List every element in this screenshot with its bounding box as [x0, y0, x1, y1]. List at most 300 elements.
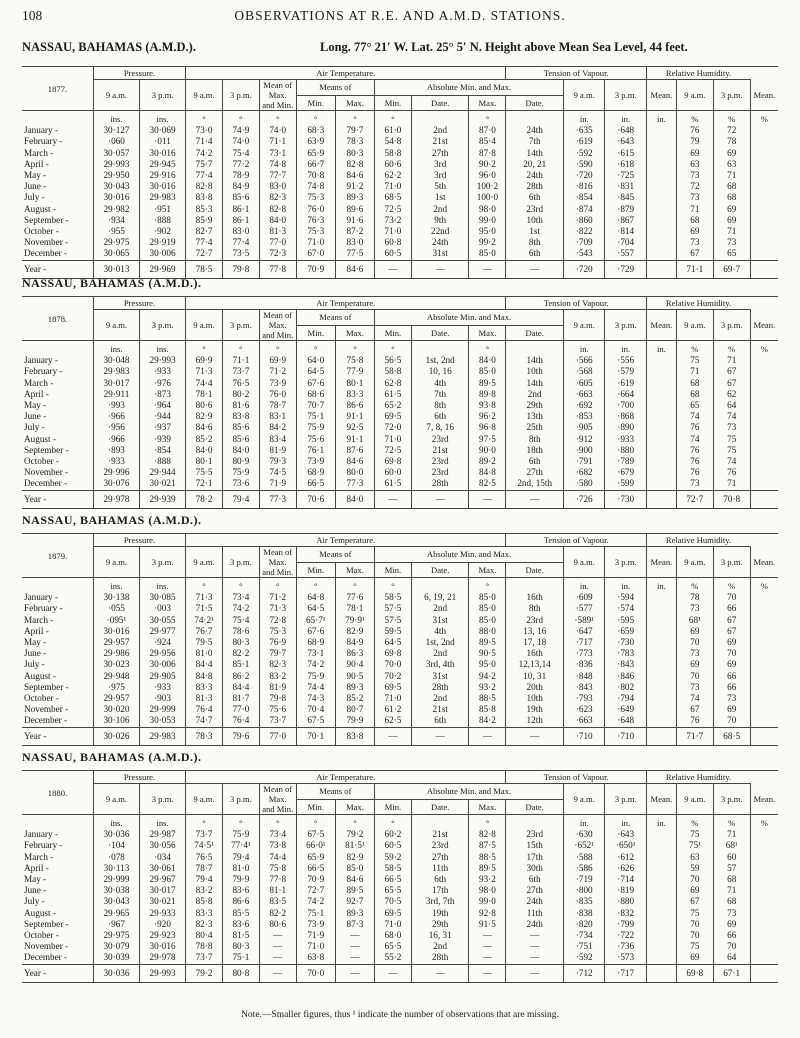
value-cell: ·605: [564, 378, 605, 389]
value-cell: 71·0: [375, 919, 412, 930]
value-cell: 65·5: [375, 941, 412, 952]
value-cell: ·619: [564, 136, 605, 147]
value-cell: 30·079: [93, 941, 139, 952]
value-cell: 89·5: [469, 637, 506, 648]
value-cell: 89·8: [469, 389, 506, 400]
value-cell: 29·956: [140, 648, 186, 659]
value-cell: ·577: [564, 603, 605, 614]
value-cell: ·543: [564, 248, 605, 260]
value-cell: 30·056: [140, 840, 186, 851]
value-cell: ·643: [605, 136, 646, 147]
month-cell: May -: [24, 400, 47, 411]
value-cell: ·592: [564, 148, 605, 159]
unit-cell: in.: [564, 341, 605, 356]
abs-min-date-header: Date.: [411, 95, 469, 111]
value-cell: 84·0: [469, 355, 506, 366]
value-cell: [646, 715, 676, 727]
value-cell: ·692: [564, 400, 605, 411]
value-cell: 80·0: [335, 467, 374, 478]
humidity-header: Relative Humidity.: [646, 771, 750, 784]
value-cell: 80·2: [222, 389, 259, 400]
value-cell: 75: [676, 908, 713, 919]
unit-cell: °: [222, 341, 259, 356]
value-cell: 63·8: [296, 952, 335, 964]
value-cell: 31st: [411, 248, 469, 260]
value-cell: 2nd: [411, 603, 469, 614]
value-cell: [750, 400, 778, 411]
value-cell: ·615: [605, 148, 646, 159]
value-cell: 29·978: [140, 952, 186, 964]
month-cell: March -: [24, 147, 54, 158]
value-cell: ·720: [564, 170, 605, 181]
value-cell: ·814: [605, 226, 646, 237]
pressure-9am-header: 9 a.m.: [93, 784, 139, 815]
value-cell: 69·9: [259, 355, 296, 366]
unit-cell: in.: [646, 111, 676, 126]
value-cell: 75·4: [222, 615, 259, 626]
month-cell: October -: [24, 456, 59, 467]
mean-max-min-header: Mean of Max. and Min.: [259, 784, 296, 815]
value-cell: 69: [713, 919, 750, 930]
value-cell: 73·2: [375, 215, 412, 226]
value-cell: 68·0: [375, 930, 412, 941]
value-cell: 76·4: [186, 704, 223, 715]
value-cell: ·618: [605, 159, 646, 170]
value-cell: 29·944: [140, 467, 186, 478]
month-cell: July -: [24, 192, 45, 203]
value-cell: [646, 671, 676, 682]
value-cell: 67·5: [296, 715, 335, 727]
value-cell: 73: [713, 693, 750, 704]
year-row-label: Year -: [22, 490, 93, 508]
value-cell: ·649: [605, 704, 646, 715]
section-caption: NASSAU, BAHAMAS (A.M.D.).: [22, 513, 202, 527]
value-cell: 89·6: [335, 204, 374, 215]
means-of-header: Means of: [296, 547, 374, 563]
humidity-3pm-header: 3 p.m.: [713, 310, 750, 341]
value-cell: 84·6: [335, 456, 374, 467]
value-cell: 66: [713, 671, 750, 682]
air-temperature-header: Air Temperature.: [186, 534, 506, 547]
absolute-header: Absolute Min. and Max.: [375, 784, 564, 800]
year-row-label: Year -: [22, 727, 93, 745]
year-value-cell: ·726: [564, 490, 605, 508]
value-cell: 61·5: [375, 478, 412, 490]
vapour-header: Tension of Vapour.: [506, 297, 647, 310]
value-cell: 85·6: [222, 422, 259, 433]
value-cell: [750, 704, 778, 715]
value-cell: [646, 952, 676, 964]
table-row: [22, 715, 778, 727]
value-cell: 77·4: [222, 237, 259, 248]
month-cell: February -: [24, 366, 63, 377]
value-cell: 27th: [411, 148, 469, 159]
value-cell: ·704: [605, 237, 646, 248]
value-cell: 84·2: [469, 715, 506, 727]
vapour-mean-header: Mean.: [646, 80, 676, 111]
value-cell: 68¹: [676, 615, 713, 626]
unit-cell: °: [469, 815, 506, 830]
value-cell: 79·9¹: [335, 615, 374, 626]
value-cell: [646, 704, 676, 715]
value-cell: 30·021: [140, 478, 186, 490]
value-cell: 74·2: [186, 148, 223, 159]
value-cell: ·868: [605, 411, 646, 422]
value-cell: 63: [676, 159, 713, 170]
value-cell: 25th: [506, 422, 564, 433]
value-cell: 99·2: [469, 237, 506, 248]
value-cell: 68: [713, 874, 750, 885]
value-cell: 72·3: [259, 248, 296, 260]
value-cell: 82·5: [469, 478, 506, 490]
value-cell: 62·2: [375, 170, 412, 181]
humidity-mean-header: Mean.: [750, 547, 778, 578]
value-cell: 74·9: [222, 125, 259, 136]
value-cell: —: [335, 941, 374, 952]
unit-cell-blank: [506, 815, 564, 830]
value-cell: 60·2: [375, 829, 412, 840]
value-cell: ·709: [564, 237, 605, 248]
value-cell: —: [335, 952, 374, 964]
unit-cell: °: [375, 578, 412, 593]
unit-cell: °: [335, 341, 374, 356]
humidity-mean-header: Mean.: [750, 784, 778, 815]
value-cell: 76·5: [222, 378, 259, 389]
month-cell: February -: [24, 136, 63, 147]
value-cell: 84·6: [335, 170, 374, 181]
absolute-header: Absolute Min. and Max.: [375, 547, 564, 563]
value-cell: 96·0: [469, 170, 506, 181]
value-cell: 71·0: [375, 693, 412, 704]
unit-cell: °: [186, 815, 223, 830]
table-row: [22, 136, 778, 147]
unit-cell: °: [222, 111, 259, 126]
month-cell: October -: [24, 226, 59, 237]
value-cell: ·557: [605, 248, 646, 260]
unit-cell: in.: [646, 578, 676, 593]
value-cell: 4th: [411, 378, 469, 389]
value-cell: 14th: [506, 378, 564, 389]
value-cell: ·736: [605, 941, 646, 952]
temp-9am-header: 9 a.m.: [186, 784, 223, 815]
value-cell: 30·017: [140, 885, 186, 896]
value-cell: ·730: [605, 637, 646, 648]
abs-max-header: Max.: [469, 799, 506, 815]
value-cell: 81·5: [222, 930, 259, 941]
station-location: Long. 77° 21′ W. Lat. 25° 5′ N. Height above Mean Sea Level, 44 feet.: [320, 40, 688, 54]
value-cell: ·937: [140, 422, 186, 433]
year-value-cell: 77·0: [259, 727, 296, 745]
value-cell: 8th: [506, 434, 564, 445]
value-cell: ·751: [564, 941, 605, 952]
value-cell: 77·9: [335, 366, 374, 377]
value-cell: 80·1: [186, 456, 223, 467]
value-cell: 70: [713, 715, 750, 727]
value-cell: 69·8: [375, 648, 412, 659]
value-cell: 75·7: [186, 159, 223, 170]
unit-cell: °: [335, 111, 374, 126]
month-cell: January -: [24, 829, 58, 840]
month-cell: July -: [24, 896, 45, 907]
value-cell: 89·3: [335, 192, 374, 203]
value-cell: 29·987: [140, 829, 186, 840]
month-cell: July -: [24, 422, 45, 433]
value-cell: 55·2: [375, 952, 412, 964]
value-cell: 85·6: [222, 192, 259, 203]
month-cell: August -: [24, 203, 56, 214]
unit-cell: °: [296, 111, 335, 126]
year-row: [22, 490, 778, 508]
value-cell: 29·999: [140, 704, 186, 715]
value-cell: 75·8: [259, 863, 296, 874]
year-value-cell: 30·013: [93, 260, 139, 278]
mean-max-min-header: Mean of Max. and Min.: [259, 80, 296, 111]
value-cell: ·648: [605, 125, 646, 136]
value-cell: 83·2: [259, 671, 296, 682]
value-cell: 86·6: [222, 896, 259, 907]
year-value-cell: [646, 727, 676, 745]
value-cell: [646, 215, 676, 226]
unit-cell: %: [676, 341, 713, 356]
value-cell: 23rd: [506, 204, 564, 215]
month-cell: July -: [24, 659, 45, 670]
month-cell: March -: [24, 377, 54, 388]
value-cell: [750, 125, 778, 136]
value-cell: 75: [713, 434, 750, 445]
value-cell: —: [259, 941, 296, 952]
table-row: [22, 852, 778, 863]
unit-cell: ins.: [93, 341, 139, 356]
month-cell: December -: [24, 478, 68, 489]
value-cell: 62·8: [375, 378, 412, 389]
value-cell: 29·975: [93, 237, 139, 248]
value-cell: 64·0: [296, 355, 335, 366]
value-cell: 81·7: [222, 693, 259, 704]
month-cell: April -: [24, 862, 49, 873]
value-cell: 30·006: [140, 248, 186, 260]
value-cell: [646, 434, 676, 445]
value-cell: 77·7: [259, 170, 296, 181]
value-cell: 83·3: [186, 682, 223, 693]
value-cell: [750, 389, 778, 400]
value-cell: 29·967: [140, 874, 186, 885]
month-cell: February -: [24, 840, 63, 851]
value-cell: 90·0: [469, 445, 506, 456]
humidity-9am-header: 9 a.m.: [676, 547, 713, 578]
value-cell: ·933: [140, 366, 186, 377]
value-cell: 66·5: [375, 874, 412, 885]
value-cell: 70·0: [375, 659, 412, 670]
value-cell: 30·023: [93, 659, 139, 670]
value-cell: 80·3: [222, 941, 259, 952]
value-cell: [750, 456, 778, 467]
value-cell: 75·9: [222, 829, 259, 840]
table-row: [22, 192, 778, 203]
value-cell: 68: [713, 192, 750, 203]
value-cell: 83·4: [259, 434, 296, 445]
value-cell: 74·4: [296, 682, 335, 693]
value-cell: 71·3: [259, 603, 296, 614]
value-cell: 11th: [411, 863, 469, 874]
value-cell: 83·3: [186, 908, 223, 919]
value-cell: [646, 682, 676, 693]
value-cell: [750, 181, 778, 192]
value-cell: 6th: [506, 248, 564, 260]
value-cell: 29·993: [93, 159, 139, 170]
value-cell: ·854: [140, 445, 186, 456]
value-cell: 69: [713, 659, 750, 670]
value-cell: 62: [713, 389, 750, 400]
table-row: [22, 863, 778, 874]
unit-cell: °: [186, 341, 223, 356]
value-cell: ·822: [564, 226, 605, 237]
means-max-header: Max.: [335, 95, 374, 111]
value-cell: [646, 204, 676, 215]
value-cell: [646, 422, 676, 433]
unit-cell: in.: [605, 815, 646, 830]
value-cell: 74·4: [259, 852, 296, 863]
value-cell: 71·0: [296, 941, 335, 952]
value-cell: 65·2: [375, 400, 412, 411]
value-cell: 30·006: [140, 659, 186, 670]
value-cell: [750, 874, 778, 885]
value-cell: 60·5: [375, 248, 412, 260]
month-cell: January -: [24, 125, 58, 136]
abs-min-date-header: Date.: [411, 562, 469, 578]
value-cell: 98·0: [469, 204, 506, 215]
value-cell: 66·7: [296, 159, 335, 170]
unit-cell-blank: [411, 815, 469, 830]
table-row: [22, 237, 778, 248]
value-cell: 10th: [506, 215, 564, 226]
value-cell: 67·6: [296, 626, 335, 637]
value-cell: 85·0: [469, 366, 506, 377]
value-cell: —: [506, 930, 564, 941]
value-cell: 73·0: [186, 125, 223, 136]
value-cell: 85·5: [222, 908, 259, 919]
value-cell: 83·6: [222, 919, 259, 930]
value-cell: ·664: [605, 389, 646, 400]
value-cell: 91·2: [335, 181, 374, 192]
value-cell: 58·8: [375, 148, 412, 159]
table-row: [22, 400, 778, 411]
value-cell: 66: [713, 603, 750, 614]
table-row: [22, 885, 778, 896]
value-cell: 76·9: [259, 637, 296, 648]
year-value-cell: 29·969: [140, 260, 186, 278]
value-cell: 59: [676, 863, 713, 874]
means-of-header: Means of: [296, 310, 374, 326]
air-temperature-header: Air Temperature.: [186, 67, 506, 80]
value-cell: 30·036: [93, 829, 139, 840]
value-cell: ·700: [605, 400, 646, 411]
value-cell: [750, 445, 778, 456]
unit-cell: in.: [605, 111, 646, 126]
mean-max-min-header: Mean of Max. and Min.: [259, 547, 296, 578]
vapour-9am-header: 9 a.m.: [564, 80, 605, 111]
means-max-header: Max.: [335, 325, 374, 341]
value-cell: ·619: [605, 378, 646, 389]
value-cell: 80·3: [222, 637, 259, 648]
year-value-cell: 70·1: [296, 727, 335, 745]
table-row: [22, 355, 778, 366]
value-cell: ·789: [605, 456, 646, 467]
abs-max-date-header: Date.: [506, 799, 564, 815]
value-cell: [750, 366, 778, 377]
value-cell: 81·1: [259, 885, 296, 896]
value-cell: 60·6: [375, 159, 412, 170]
value-cell: 6th: [506, 456, 564, 467]
value-cell: ·034: [140, 852, 186, 863]
value-cell: 73·4: [259, 829, 296, 840]
value-cell: [750, 840, 778, 851]
value-cell: ·900: [564, 445, 605, 456]
value-cell: [750, 829, 778, 840]
value-cell: 76·0: [296, 204, 335, 215]
month-cell: September -: [24, 918, 69, 929]
value-cell: 30·039: [93, 952, 139, 964]
value-cell: 81·0: [186, 648, 223, 659]
month-cell: April -: [24, 158, 49, 169]
table-row: [22, 592, 778, 603]
value-cell: 75: [676, 941, 713, 952]
value-cell: 58·5: [375, 592, 412, 603]
value-cell: 29·923: [140, 930, 186, 941]
value-cell: 11th: [506, 908, 564, 919]
year-value-cell: —: [506, 727, 564, 745]
observations-table-1880: [22, 771, 778, 983]
value-cell: 85·0: [469, 603, 506, 614]
year-value-cell: 78·2: [186, 490, 223, 508]
year-value-cell: —: [469, 727, 506, 745]
pressure-header: Pressure.: [93, 67, 185, 80]
value-cell: [750, 615, 778, 626]
table-row: [22, 615, 778, 626]
value-cell: 83·8: [222, 411, 259, 422]
month-cell: June -: [24, 411, 47, 422]
value-cell: 85·3: [186, 204, 223, 215]
abs-max-header: Max.: [469, 325, 506, 341]
value-cell: 73: [676, 682, 713, 693]
abs-max-header: Max.: [469, 95, 506, 111]
month-cell: November -: [24, 704, 69, 715]
value-cell: 81·3: [259, 226, 296, 237]
value-cell: 78: [676, 592, 713, 603]
value-cell: 20, 21: [506, 159, 564, 170]
value-cell: 92·7: [335, 896, 374, 907]
value-cell: ·903: [140, 693, 186, 704]
value-cell: [750, 159, 778, 170]
value-cell: 20th: [506, 682, 564, 693]
value-cell: 68·5: [375, 192, 412, 203]
value-cell: 72: [676, 181, 713, 192]
value-cell: [646, 840, 676, 851]
value-cell: 23rd: [506, 829, 564, 840]
value-cell: 67: [676, 896, 713, 907]
value-cell: [646, 237, 676, 248]
value-cell: ·663: [564, 715, 605, 727]
value-cell: 85·9: [186, 215, 223, 226]
unit-cell: °: [296, 341, 335, 356]
value-cell: 87·2: [335, 226, 374, 237]
value-cell: 75·3: [296, 226, 335, 237]
value-cell: [750, 411, 778, 422]
value-cell: ·573: [605, 952, 646, 964]
value-cell: 69·5: [375, 908, 412, 919]
year-value-cell: 72·7: [676, 490, 713, 508]
value-cell: 82·9: [335, 852, 374, 863]
table-row: [22, 181, 778, 192]
